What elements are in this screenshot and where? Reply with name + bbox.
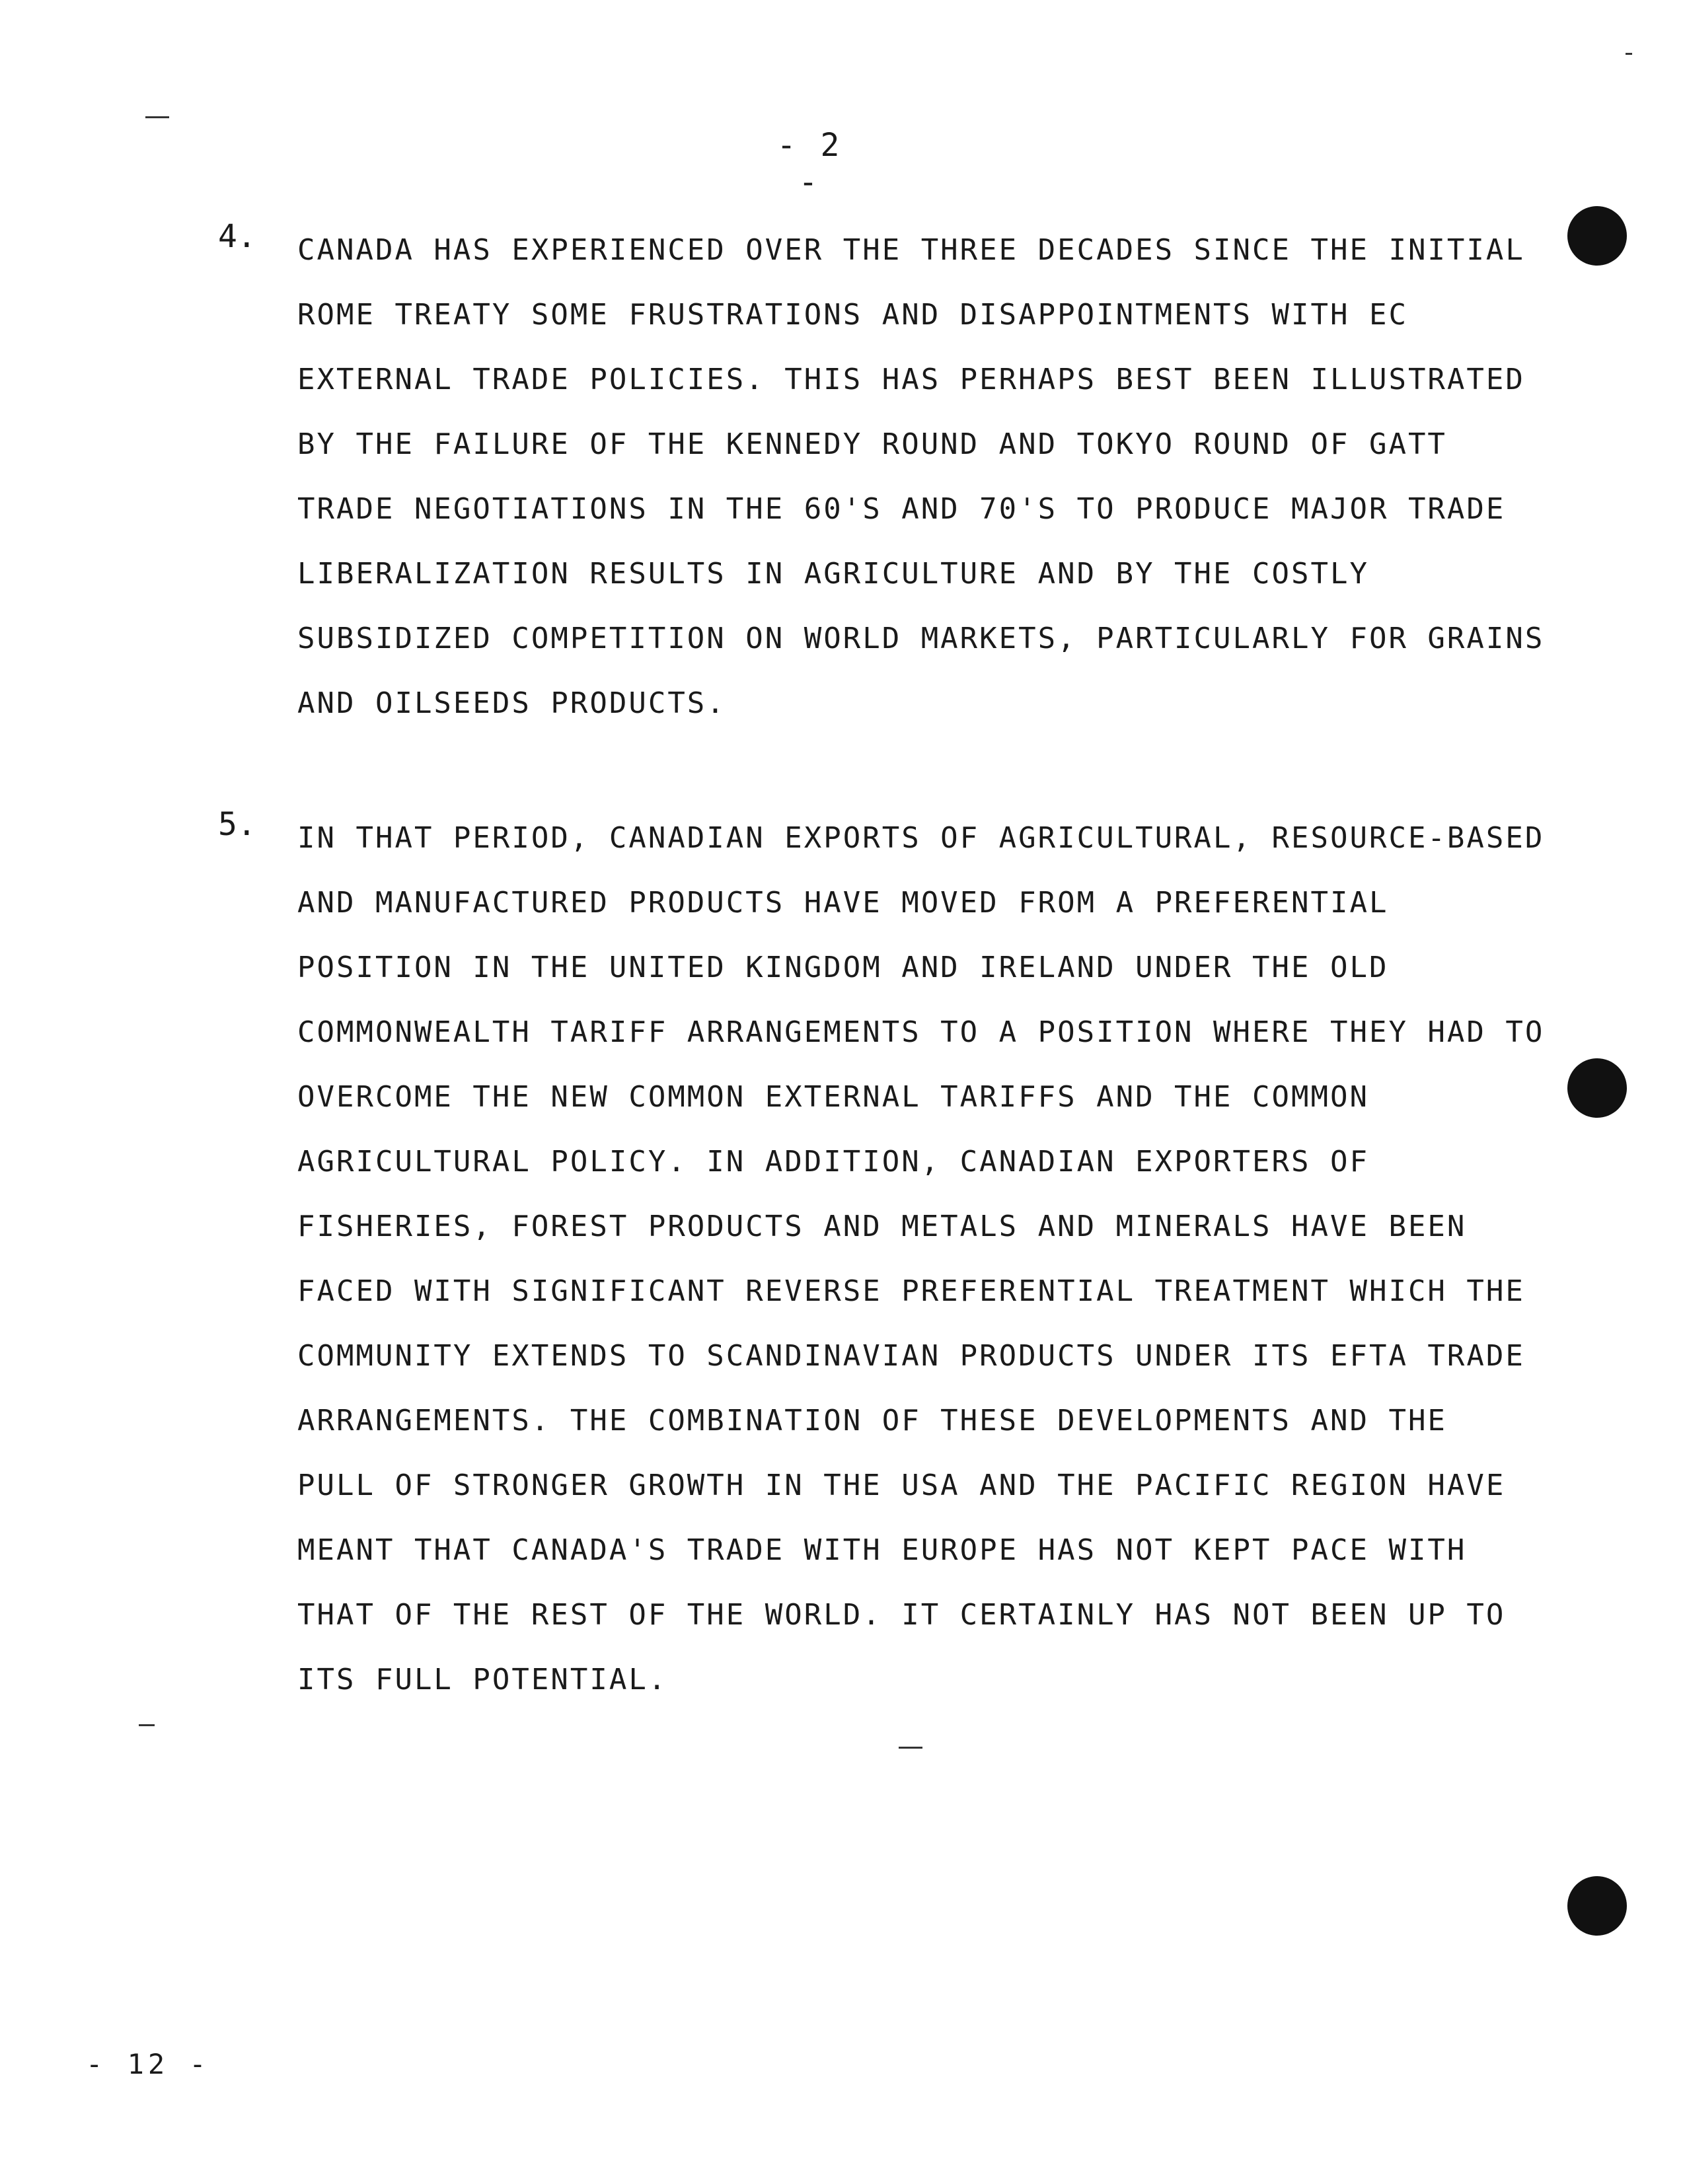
scan-mark: [899, 1747, 922, 1749]
text-line: AND MANUFACTURED PRODUCTS HAVE MOVED FROM A PREFERENTIAL: [297, 886, 1389, 920]
text-line: OVERCOME THE NEW COMMON EXTERNAL TARIFFS AND THE COMMON: [297, 1080, 1369, 1114]
paragraph-number: 5.: [218, 806, 256, 843]
punch-hole: [1567, 1876, 1627, 1936]
text-line: COMMONWEALTH TARIFF ARRANGEMENTS TO A POSITION WHERE THEY HAD TO: [297, 1015, 1545, 1049]
text-line: AND OILSEEDS PRODUCTS.: [297, 686, 726, 720]
text-line: POSITION IN THE UNITED KINGDOM AND IRELAND UNDER THE OLD: [297, 951, 1389, 984]
page-number: - 2 -: [776, 127, 842, 201]
text-line: COMMUNITY EXTENDS TO SCANDINAVIAN PRODUCTS UNDER ITS EFTA TRADE: [297, 1339, 1525, 1373]
text-line: FISHERIES, FOREST PRODUCTS AND METALS AND MINERALS HAVE BEEN: [297, 1210, 1467, 1243]
text-line: AGRICULTURAL POLICY. IN ADDITION, CANADIAN EXPORTERS OF: [297, 1145, 1369, 1179]
text-line: IN THAT PERIOD, CANADIAN EXPORTS OF AGRICULTURAL, RESOURCE-BASED: [297, 821, 1545, 855]
paragraph-body: [297, 218, 1544, 736]
text-line: ROME TREATY SOME FRUSTRATIONS AND DISAPPOINTMENTS WITH EC: [297, 298, 1408, 332]
paragraph-body: [297, 806, 1544, 1712]
punch-hole: [1567, 1058, 1627, 1118]
text-line: LIBERALIZATION RESULTS IN AGRICULTURE AND BY THE COSTLY: [297, 557, 1369, 591]
text-line: ITS FULL POTENTIAL.: [297, 1663, 668, 1696]
scan-mark: [1626, 53, 1632, 55]
text-line: BY THE FAILURE OF THE KENNEDY ROUND AND TOKYO ROUND OF GATT: [297, 427, 1447, 461]
text-line: SUBSIDIZED COMPETITION ON WORLD MARKETS, PARTICULARLY FOR GRAINS: [297, 622, 1545, 655]
text-line: CANADA HAS EXPERIENCED OVER THE THREE DECADES SINCE THE INITIAL: [297, 233, 1525, 267]
text-line: EXTERNAL TRADE POLICIES. THIS HAS PERHAPS BEST BEEN ILLUSTRATED: [297, 363, 1525, 396]
text-line: PULL OF STRONGER GROWTH IN THE USA AND THE PACIFIC REGION HAVE: [297, 1469, 1506, 1502]
punch-hole: [1567, 206, 1627, 266]
footer-page-number: - 12 -: [86, 2048, 210, 2080]
text-line: TRADE NEGOTIATIONS IN THE 60'S AND 70'S TO PRODUCE MAJOR TRADE: [297, 492, 1506, 526]
scan-mark: [145, 116, 169, 118]
text-line: ARRANGEMENTS. THE COMBINATION OF THESE DEVELOPMENTS AND THE: [297, 1404, 1447, 1438]
text-line: THAT OF THE REST OF THE WORLD. IT CERTAINLY HAS NOT BEEN UP TO: [297, 1598, 1506, 1632]
text-line: FACED WITH SIGNIFICANT REVERSE PREFERENTIAL TREATMENT WHICH THE: [297, 1274, 1525, 1308]
scan-mark: [139, 1724, 155, 1726]
paragraph-number: 4.: [218, 218, 256, 255]
text-line: MEANT THAT CANADA'S TRADE WITH EUROPE HAS NOT KEPT PACE WITH: [297, 1533, 1467, 1567]
